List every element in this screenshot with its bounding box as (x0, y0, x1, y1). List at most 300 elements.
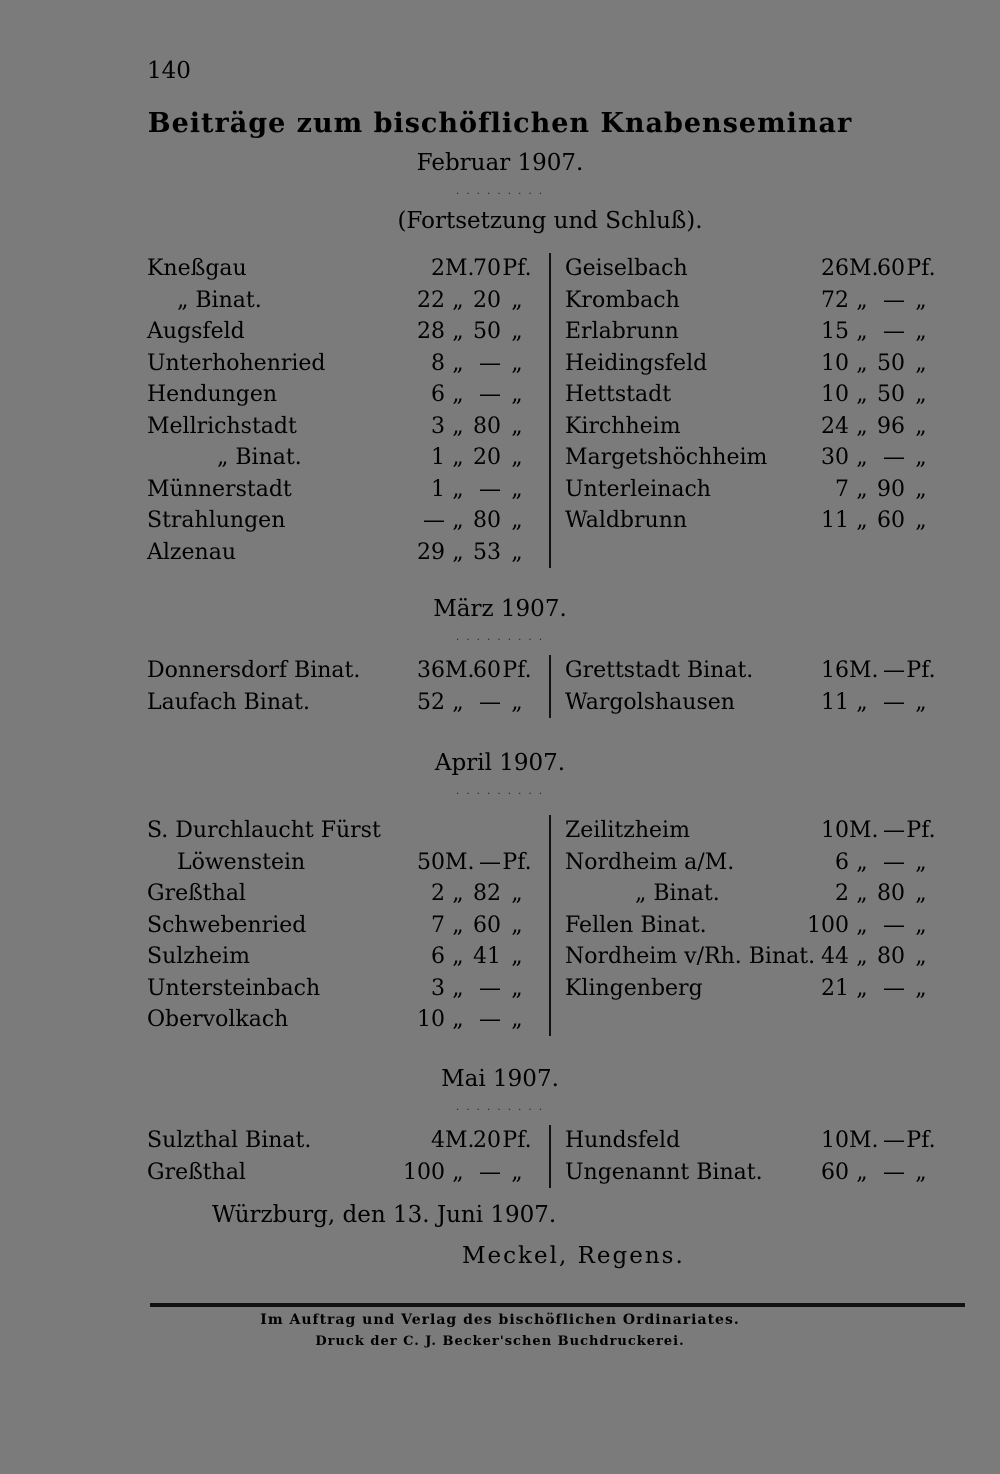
amount-mark: 6 (835, 849, 849, 875)
unit-pfennig: Pf. (502, 658, 532, 683)
amount-pfennig: 60 (877, 508, 905, 533)
table-row (147, 941, 549, 973)
contribution-amount (397, 847, 537, 879)
contribution-amount (801, 474, 941, 506)
contributor-name: Erlabrunn (565, 319, 679, 344)
unit-mark: M. (445, 1128, 475, 1153)
unit-pfennig: „ (915, 319, 927, 344)
unit-mark: „ (856, 975, 868, 1001)
contribution-amount (801, 910, 941, 942)
contribution-column-right (565, 253, 967, 568)
table-februar (147, 253, 967, 568)
page-title: Beiträge zum bischöflichen Knabenseminar (147, 108, 853, 139)
contributor-name: Greßthal (147, 881, 246, 906)
amount-pfennig: 96 (877, 413, 905, 439)
ornament-divider: . . . . . . . . . (455, 786, 545, 797)
unit-pfennig: Pf. (906, 1128, 936, 1153)
contributor-name: Kneßgau (147, 256, 247, 281)
table-maerz (147, 655, 967, 718)
unit-mark: „ (856, 1159, 868, 1185)
contribution-amount (397, 411, 537, 443)
amount-mark: 30 (821, 445, 849, 470)
contributor-name: Münnerstadt (147, 476, 292, 502)
unit-pfennig: Pf. (906, 256, 936, 281)
contributor-name: Fellen Binat. (565, 912, 707, 938)
amount-pfennig: — (883, 849, 905, 875)
unit-pfennig: „ (915, 287, 927, 313)
unit-pfennig: „ (511, 476, 523, 502)
contribution-column-right (565, 815, 967, 1036)
contribution-amount (397, 253, 537, 285)
amount-pfennig: 60 (877, 256, 905, 281)
contribution-amount (801, 941, 941, 973)
table-row (147, 910, 549, 942)
amount-pfennig: 20 (473, 1128, 501, 1153)
unit-pfennig: „ (915, 912, 927, 938)
amount-pfennig: 60 (473, 658, 501, 683)
amount-pfennig: — (883, 912, 905, 938)
footer-printer: Druck der C. J. Becker'schen Buchdruckerei. (315, 1334, 685, 1349)
amount-pfennig: — (479, 1159, 501, 1185)
contribution-amount (801, 348, 941, 380)
amount-pfennig: 80 (473, 413, 501, 439)
amount-mark: 15 (821, 319, 849, 344)
amount-pfennig: — (479, 476, 501, 502)
amount-pfennig: — (883, 287, 905, 313)
unit-pfennig: „ (511, 319, 523, 344)
contributor-name: „ Binat. (635, 881, 720, 906)
contribution-amount (397, 815, 537, 847)
amount-mark: 21 (821, 975, 849, 1001)
unit-mark: „ (452, 413, 464, 439)
contributor-name: Laufach Binat. (147, 689, 310, 715)
table-row (565, 847, 967, 879)
unit-pfennig: „ (915, 1159, 927, 1185)
contributor-name: Strahlungen (147, 508, 286, 533)
month-heading-april: April 1907. (434, 750, 566, 776)
amount-mark: 2 (431, 256, 445, 281)
contribution-amount (397, 1125, 537, 1157)
amount-pfennig: 60 (473, 912, 501, 938)
amount-pfennig: — (883, 975, 905, 1001)
contributor-name: Klingenberg (565, 975, 703, 1001)
unit-pfennig: „ (511, 912, 523, 938)
table-row (147, 1125, 549, 1157)
contribution-amount (397, 316, 537, 348)
unit-mark: „ (856, 849, 868, 875)
contributor-name: Ungenannt Binat. (565, 1159, 763, 1185)
contribution-column-right (565, 1125, 967, 1188)
contribution-amount (397, 973, 537, 1005)
contribution-amount (397, 687, 537, 719)
contributor-name: Nordheim v/Rh. Binat. (565, 944, 816, 969)
table-row (565, 655, 967, 687)
table-row (147, 379, 549, 411)
unit-pfennig: „ (915, 975, 927, 1001)
unit-mark: M. (849, 256, 879, 281)
table-row (147, 316, 549, 348)
amount-mark: 2 (431, 881, 445, 906)
unit-pfennig: „ (511, 350, 523, 376)
unit-mark: „ (452, 382, 464, 407)
unit-pfennig: „ (511, 1159, 523, 1185)
unit-pfennig: Pf. (502, 1128, 532, 1153)
unit-mark: „ (856, 287, 868, 313)
amount-mark: 11 (821, 508, 849, 533)
amount-pfennig: 80 (877, 881, 905, 906)
unit-mark: „ (856, 944, 868, 969)
table-row (565, 815, 967, 847)
unit-mark: M. (849, 658, 879, 683)
table-row (147, 285, 549, 317)
amount-pfennig: — (883, 319, 905, 344)
unit-mark: „ (452, 1007, 464, 1032)
unit-pfennig: „ (915, 445, 927, 470)
amount-mark: 11 (821, 689, 849, 715)
contributor-name: Zeilitzheim (565, 818, 690, 843)
amount-mark: 6 (431, 382, 445, 407)
unit-mark: M. (445, 658, 475, 683)
contribution-amount (397, 1157, 537, 1189)
amount-mark: 10 (821, 382, 849, 407)
amount-mark: 22 (417, 287, 445, 313)
amount-pfennig: — (883, 818, 905, 843)
unit-pfennig: „ (915, 382, 927, 407)
unit-pfennig: „ (511, 689, 523, 715)
amount-pfennig: 50 (877, 350, 905, 376)
month-heading-februar: Februar 1907. (416, 150, 584, 176)
table-april (147, 815, 967, 1036)
amount-pfennig: — (883, 658, 905, 683)
unit-pfennig: „ (511, 382, 523, 407)
amount-mark: 50 (417, 849, 445, 875)
unit-pfennig: „ (915, 849, 927, 875)
contribution-column-right (565, 655, 967, 718)
contributor-name: Grettstadt Binat. (565, 658, 754, 683)
table-row (565, 973, 967, 1005)
footer-rule (150, 1303, 965, 1307)
unit-mark: „ (452, 912, 464, 938)
contributor-name: Löwenstein (177, 849, 306, 875)
table-row (565, 1157, 967, 1189)
table-row (147, 1004, 549, 1036)
amount-mark: 28 (417, 319, 445, 344)
amount-mark: 10 (821, 1128, 849, 1153)
contribution-amount (801, 1125, 941, 1157)
contributor-name: Sulzheim (147, 944, 250, 969)
ornament-divider: . . . . . . . . . (455, 186, 545, 197)
unit-mark: M. (849, 818, 879, 843)
table-row (147, 442, 549, 474)
contribution-amount (397, 655, 537, 687)
table-row (565, 910, 967, 942)
column-divider (549, 655, 551, 718)
table-row (147, 411, 549, 443)
contribution-amount (397, 1004, 537, 1036)
table-row (147, 973, 549, 1005)
unit-pfennig: „ (511, 881, 523, 906)
amount-mark: 100 (403, 1159, 445, 1185)
amount-mark: 4 (431, 1128, 445, 1153)
table-row (565, 687, 967, 719)
amount-mark: 2 (835, 881, 849, 906)
contributor-name: Waldbrunn (565, 508, 688, 533)
contribution-amount (397, 878, 537, 910)
table-row (147, 253, 549, 285)
amount-mark: 7 (835, 476, 849, 502)
table-row (565, 348, 967, 380)
contributor-name: Nordheim a/M. (565, 849, 735, 875)
unit-mark: „ (452, 881, 464, 906)
unit-pfennig: „ (915, 350, 927, 376)
contribution-amount (801, 847, 941, 879)
unit-pfennig: Pf. (502, 256, 532, 281)
amount-pfennig: — (479, 1007, 501, 1032)
contributor-name: Wargolshausen (565, 689, 735, 715)
amount-mark: 60 (821, 1159, 849, 1185)
unit-mark: M. (849, 1128, 879, 1153)
contribution-amount (397, 941, 537, 973)
contributor-name: Greßthal (147, 1159, 246, 1185)
unit-mark: „ (856, 912, 868, 938)
contributor-name: Obervolkach (147, 1007, 289, 1032)
table-row (147, 655, 549, 687)
amount-mark: 72 (821, 287, 849, 313)
amount-pfennig: — (479, 689, 501, 715)
contribution-amount (397, 505, 537, 537)
contribution-amount (397, 442, 537, 474)
contribution-amount (801, 687, 941, 719)
table-mai (147, 1125, 967, 1188)
table-row (565, 474, 967, 506)
contributor-name: Untersteinbach (147, 975, 321, 1001)
unit-mark: „ (856, 445, 868, 470)
amount-pfennig: 80 (473, 508, 501, 533)
closing-place-date: Würzburg, den 13. Juni 1907. (212, 1202, 557, 1228)
table-row (565, 442, 967, 474)
unit-pfennig: „ (511, 445, 523, 470)
table-row (147, 474, 549, 506)
amount-mark: 16 (821, 658, 849, 683)
table-row (565, 505, 967, 537)
unit-pfennig: „ (511, 508, 523, 533)
unit-pfennig: Pf. (502, 849, 532, 875)
contributor-name: Hendungen (147, 382, 278, 407)
contribution-amount (801, 316, 941, 348)
amount-mark: 44 (821, 944, 849, 969)
amount-mark: 3 (431, 413, 445, 439)
contribution-column-left (147, 815, 549, 1036)
contributor-name: Alzenau (147, 539, 236, 565)
contributor-name: „ Binat. (217, 445, 302, 470)
amount-mark: 100 (807, 912, 849, 938)
unit-pfennig: „ (511, 1007, 523, 1032)
table-row (565, 878, 967, 910)
unit-pfennig: „ (511, 413, 523, 439)
contributor-name: Geiselbach (565, 256, 688, 281)
table-row (565, 316, 967, 348)
table-row (565, 1125, 967, 1157)
table-row (565, 411, 967, 443)
column-divider (549, 253, 551, 568)
contributor-name: Sulzthal Binat. (147, 1128, 312, 1153)
contribution-column-left (147, 655, 549, 718)
contribution-amount (397, 910, 537, 942)
contribution-amount (397, 474, 537, 506)
amount-pfennig: 70 (473, 256, 501, 281)
unit-mark: „ (856, 413, 868, 439)
contributor-name: Unterleinach (565, 476, 711, 502)
section-subtitle: (Fortsetzung und Schluß). (397, 208, 703, 234)
contribution-amount (801, 379, 941, 411)
unit-mark: „ (856, 881, 868, 906)
unit-pfennig: Pf. (906, 818, 936, 843)
unit-mark: „ (452, 975, 464, 1001)
unit-mark: „ (452, 350, 464, 376)
contributor-name: Margetshöchheim (565, 445, 768, 470)
contribution-amount (801, 1157, 941, 1189)
contribution-amount (801, 253, 941, 285)
unit-mark: „ (452, 539, 464, 565)
amount-mark: 10 (821, 818, 849, 843)
amount-pfennig: — (479, 382, 501, 407)
amount-mark: 26 (821, 256, 849, 281)
contribution-amount (801, 505, 941, 537)
contributor-name: Augsfeld (147, 319, 245, 344)
contribution-amount (801, 442, 941, 474)
unit-pfennig: Pf. (906, 658, 936, 683)
amount-pfennig: 82 (473, 881, 501, 906)
amount-pfennig: 20 (473, 287, 501, 313)
contribution-amount (801, 878, 941, 910)
table-row (147, 348, 549, 380)
unit-mark: M. (445, 849, 475, 875)
amount-pfennig: 80 (877, 944, 905, 969)
table-row (147, 815, 549, 847)
amount-pfennig: — (479, 350, 501, 376)
unit-mark: „ (856, 508, 868, 533)
table-row (147, 878, 549, 910)
amount-pfennig: 41 (473, 944, 501, 969)
amount-mark: 10 (417, 1007, 445, 1032)
closing-signature: Meckel, Regens. (462, 1243, 685, 1269)
amount-mark: 1 (431, 445, 445, 470)
unit-mark: „ (856, 350, 868, 376)
contribution-column-left (147, 1125, 549, 1188)
amount-mark: 6 (431, 944, 445, 969)
column-divider (549, 1125, 551, 1188)
amount-pfennig: — (479, 849, 501, 875)
footer-publisher: Im Auftrag und Verlag des bischöflichen Ordinariates. (260, 1312, 740, 1328)
unit-mark: „ (452, 319, 464, 344)
unit-pfennig: „ (511, 975, 523, 1001)
contributor-name: Hettstadt (565, 382, 672, 407)
unit-pfennig: „ (511, 944, 523, 969)
contributor-name: Unterhohenried (147, 350, 326, 376)
page-number: 140 (147, 58, 191, 84)
unit-mark: „ (452, 476, 464, 502)
unit-pfennig: „ (511, 287, 523, 313)
table-row (565, 285, 967, 317)
month-heading-maerz: März 1907. (433, 596, 567, 622)
amount-mark: 7 (431, 912, 445, 938)
contribution-amount (801, 411, 941, 443)
contribution-amount (801, 285, 941, 317)
amount-pfennig: 53 (473, 539, 501, 565)
amount-mark: 8 (431, 350, 445, 376)
amount-mark: 24 (821, 413, 849, 439)
unit-mark: „ (452, 689, 464, 715)
table-row (565, 253, 967, 285)
contribution-column-left (147, 253, 549, 568)
contributor-name: S. Durchlaucht Fürst (147, 818, 381, 843)
amount-pfennig: 90 (877, 476, 905, 502)
amount-pfennig: — (479, 975, 501, 1001)
contributor-name: Donnersdorf Binat. (147, 658, 361, 683)
table-row (147, 1157, 549, 1189)
contribution-amount (397, 537, 537, 569)
table-row (147, 687, 549, 719)
contributor-name: Mellrichstadt (147, 413, 297, 439)
table-row (147, 537, 549, 569)
amount-mark: — (423, 508, 445, 533)
amount-mark: 10 (821, 350, 849, 376)
ornament-divider: . . . . . . . . . (455, 632, 545, 643)
unit-pfennig: „ (915, 476, 927, 502)
unit-pfennig: „ (915, 881, 927, 906)
unit-pfennig: „ (915, 413, 927, 439)
contributor-name: Heidingsfeld (565, 350, 708, 376)
unit-mark: „ (856, 382, 868, 407)
table-row (565, 379, 967, 411)
unit-mark: „ (856, 689, 868, 715)
amount-pfennig: — (883, 445, 905, 470)
contribution-amount (397, 348, 537, 380)
contributor-name: Krombach (565, 287, 680, 313)
unit-mark: „ (452, 445, 464, 470)
amount-pfennig: 50 (877, 382, 905, 407)
amount-mark: 36 (417, 658, 445, 683)
amount-pfennig: 50 (473, 319, 501, 344)
month-heading-mai: Mai 1907. (441, 1066, 559, 1092)
contribution-amount (397, 285, 537, 317)
contribution-amount (801, 815, 941, 847)
amount-mark: 29 (417, 539, 445, 565)
column-divider (549, 815, 551, 1036)
amount-mark: 3 (431, 975, 445, 1001)
amount-mark: 1 (431, 476, 445, 502)
amount-pfennig: — (883, 689, 905, 715)
unit-pfennig: „ (915, 944, 927, 969)
amount-pfennig: — (883, 1159, 905, 1185)
unit-mark: „ (856, 319, 868, 344)
table-row (147, 847, 549, 879)
amount-pfennig: — (883, 1128, 905, 1153)
contributor-name: Kirchheim (565, 413, 681, 439)
unit-mark: „ (856, 476, 868, 502)
unit-mark: „ (452, 287, 464, 313)
unit-mark: „ (452, 508, 464, 533)
unit-pfennig: „ (915, 508, 927, 533)
unit-mark: „ (452, 944, 464, 969)
amount-mark: 52 (417, 689, 445, 715)
unit-mark: M. (445, 256, 475, 281)
unit-pfennig: „ (511, 539, 523, 565)
table-row (147, 505, 549, 537)
unit-mark: „ (452, 1159, 464, 1185)
table-row (565, 941, 967, 973)
contributor-name: Hundsfeld (565, 1128, 681, 1153)
